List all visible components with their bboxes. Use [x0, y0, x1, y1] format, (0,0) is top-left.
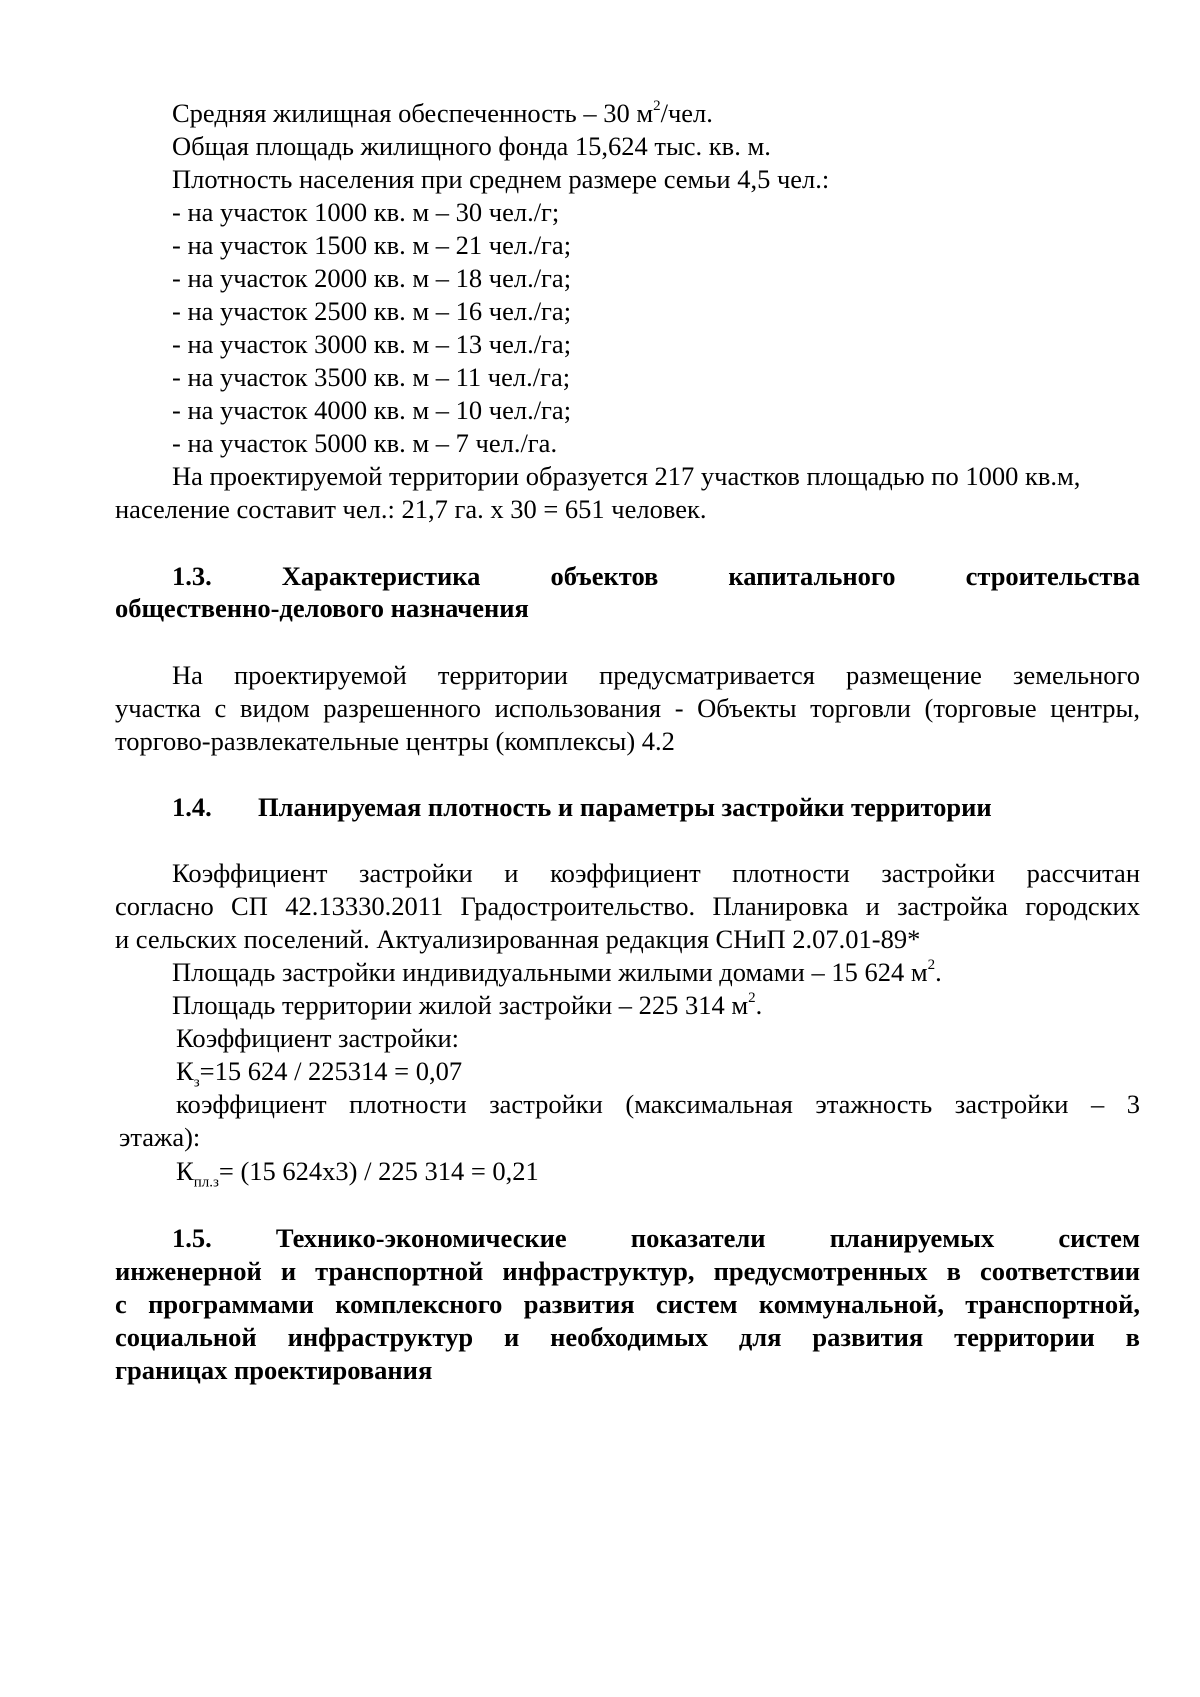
section-1-3-body-line-1: На проектируемой территории предусматривается размещение земельного: [172, 660, 1140, 690]
section-1-3-number: 1.3.: [172, 561, 212, 591]
housing-fund-line: Общая площадь жилищного фонда 15,624 тыс. кв. м.: [172, 131, 771, 161]
area-per-person-text: Средняя жилищная обеспеченность – 30 м: [172, 98, 654, 128]
area-per-person-line: [172, 97, 713, 129]
density-formula-line: [176, 1155, 539, 1191]
density-item: - на участок 1000 кв. м – 30 чел./г;: [172, 197, 560, 227]
territory-area-line: [172, 989, 762, 1021]
section-1-3-body-line-2: участка с видом разрешенного использования - Объекты торговли (торговые центры,: [115, 693, 1140, 723]
section-1-5-heading-line-4: социальной инфраструктур и необходимых для развития территории в: [115, 1322, 1140, 1352]
section-1-4-body-line-1: Коэффициент застройки и коэффициент плотности застройки рассчитан: [172, 858, 1140, 888]
density-item: - на участок 2500 кв. м – 16 чел./га;: [172, 296, 572, 326]
section-1-4-title: Планируемая плотность и параметры застройки территории: [258, 792, 992, 822]
section-1-3-title-word: капитального: [728, 561, 896, 591]
built-area-line: [172, 956, 942, 988]
density-coef-line-1: коэффициент плотности застройки (максимальная этажность застройки – 3: [176, 1089, 1140, 1119]
section-1-5-title-word: систем: [1058, 1223, 1140, 1253]
section-1-4-heading: [172, 791, 992, 823]
density-item: - на участок 3000 кв. м – 13 чел./га;: [172, 329, 572, 359]
section-1-5-title-word: показатели: [630, 1223, 766, 1253]
built-area-tail: .: [935, 957, 942, 987]
section-1-5-heading-line-1: [172, 1222, 1140, 1254]
built-area-sup: 2: [927, 957, 936, 974]
area-per-person-tail: /чел.: [660, 98, 713, 128]
section-1-3-body-line-3: торгово-развлекательные центры (комплексы) 4.2: [115, 726, 675, 756]
section-1-5-title-word: планируемых: [829, 1223, 995, 1253]
territory-area-sup: 2: [748, 990, 756, 1007]
density-item: - на участок 3500 кв. м – 11 чел./га;: [172, 362, 571, 392]
section-1-4-body-line-3: и сельских поселений. Актуализированная редакция СНиП 2.07.01-89*: [115, 924, 921, 954]
territory-area-text: Площадь территории жилой застройки – 225 314 м: [172, 990, 749, 1020]
section-1-5-heading-line-5: границах проектирования: [115, 1355, 433, 1385]
section-1-4-number: 1.4.: [172, 792, 212, 822]
section-1-3-heading-line-1: [172, 560, 1140, 592]
section-1-4-body-line-2: согласно СП 42.13330.2011 Градостроительство. Планировка и застройка городских: [115, 891, 1140, 921]
coef-formula-line: [176, 1055, 463, 1091]
density-formula-k: К: [176, 1156, 194, 1186]
section-1-3-title-word: Характеристика: [281, 561, 481, 591]
coef-title-line: Коэффициент застройки:: [176, 1023, 460, 1053]
coef-formula-rest: =15 624 / 225314 = 0,07: [199, 1056, 463, 1086]
density-item: - на участок 5000 кв. м – 7 чел./га.: [172, 428, 558, 458]
plots-line-1: На проектируемой территории образуется 217 участков площадью по 1000 кв.м,: [172, 461, 1081, 491]
density-coef-line-2: этажа):: [119, 1122, 201, 1152]
density-formula-rest: = (15 624х3) / 225 314 = 0,21: [218, 1156, 539, 1186]
density-item: - на участок 4000 кв. м – 10 чел./га;: [172, 395, 572, 425]
section-1-5-heading-line-2: инженерной и транспортной инфраструктур, предусмотренных в соответствии: [115, 1256, 1140, 1286]
density-item: - на участок 2000 кв. м – 18 чел./га;: [172, 263, 572, 293]
density-title-line: Плотность населения при среднем размере семьи 4,5 чел.:: [172, 164, 830, 194]
coef-formula-k: К: [176, 1056, 194, 1086]
section-1-3-title-word: строительства: [965, 561, 1140, 591]
section-1-3-heading-line-2: общественно-делового назначения: [115, 593, 529, 623]
section-1-5-number: 1.5.: [172, 1223, 212, 1253]
built-area-text: Площадь застройки индивидуальными жилыми домами – 15 624 м: [172, 957, 928, 987]
plots-line-2: население составит чел.: 21,7 га. х 30 = 651 человек.: [115, 494, 707, 524]
section-1-5-heading-line-3: с программами комплексного развития систем коммунальной, транспортной,: [115, 1289, 1140, 1319]
area-per-person-sup: 2: [653, 98, 661, 115]
density-item: - на участок 1500 кв. м – 21 чел./га;: [172, 230, 572, 260]
section-1-3-title-word: объектов: [550, 561, 659, 591]
section-1-5-title-word: Технико-экономические: [275, 1223, 567, 1253]
coef-formula-sub: з: [193, 1074, 200, 1091]
territory-area-tail: .: [755, 990, 763, 1020]
density-formula-sub: пл.з: [193, 1174, 219, 1191]
